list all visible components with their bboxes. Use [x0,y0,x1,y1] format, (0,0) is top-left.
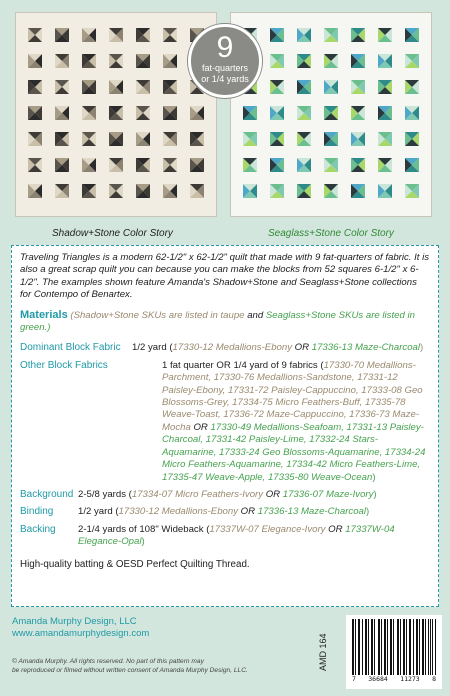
quilt-block [324,80,338,94]
quilt-block [270,158,284,172]
quilt-block [136,106,150,120]
quilt-block [82,132,96,146]
intro-text: Traveling Triangles is a modern 62-1/2" x 62-1/2" quilt that made with 9 fat-quarters of fabric. It is also a great scrap quilt you can because you can make the blocks from 52 squares 6-1/2" x 6-1/2". The examples shown feature Amanda's Shadow+Stone and Seaglass+Stone collections for Contempo of Benartex. [20,252,430,301]
quilt-block [378,184,392,198]
quilt-block [109,54,123,68]
materials-box [11,245,439,607]
quilt-block [190,184,204,198]
other-list-taupe: 17330-70 Medallions-Parchment, 17330-76 Medallions-Sandstone, 17331-12 Paisley-Ebony, 17331-72 Paisley-Cappuccino, 17333-08 Geo Blossoms-Grey, 17334-75 Micro Feathers-Buff, 17335-78 Weave-Toast, 17336-72 Maze-Cappuccino, 17336-73 Maze-Mocha [162,359,423,433]
quilt-block [270,28,284,42]
quilt-block [163,54,177,68]
quilt-block [28,54,42,68]
label-background: Background [20,488,74,500]
quilt-block [270,54,284,68]
row-background: Background 2-5/8 yards (17334-07 Micro Feathers-Ivory OR 17336-07 Maze-Ivory) [20,488,377,500]
quilt-block [324,132,338,146]
quilt-block [163,28,177,42]
quilt-block [28,28,42,42]
quilt-block [405,54,419,68]
quilt-block [297,54,311,68]
dominant-sku-taupe: 17330-12 Medallions-Ebony [172,342,292,354]
quilt-block [297,184,311,198]
quilt-block [28,106,42,120]
quilt-block [405,106,419,120]
quilt-block [297,132,311,146]
quilt-block [243,106,257,120]
quilt-block [324,54,338,68]
label-binding: Binding [20,506,54,518]
quilt-block [378,80,392,94]
quilt-block [351,184,365,198]
quilt-block [324,158,338,172]
quilt-block [405,28,419,42]
quilt-block [243,184,257,198]
materials-heading-line [20,309,430,335]
quilt-block [324,184,338,198]
quilt-block [28,132,42,146]
quilt-block [351,80,365,94]
designer-credit [12,616,149,640]
quilt-block [190,158,204,172]
shadow-stone-quilt-image [15,12,217,217]
quilt-block [163,80,177,94]
quilt-block [163,132,177,146]
other-list-green: 17330-49 Medallions-Seafoam, 17331-13 Paisley-Charcoal, 17331-42 Paisley-Lime, 17332-24 Stars-Aquamarine, 17333-24 Geo Blossoms-Aquamarine, 17334-24 Micro Feathers-Aquamarine, 17334-42 Micro Feathers-Lime, 17335-47 Weave-Apple, 17335-80 Weave-Ocean [162,421,426,483]
label-dominant: Dominant Block Fabric [20,342,121,354]
quilt-block [351,132,365,146]
quilt-block [163,158,177,172]
quilt-block [55,184,69,198]
materials-note-and: and [247,309,264,321]
quilt-block [55,132,69,146]
quilt-block [297,158,311,172]
fat-quarter-badge [188,24,262,98]
quilt-block [243,132,257,146]
label-other: Other Block Fabrics [20,359,108,371]
quilt-block [378,106,392,120]
quilt-block [136,132,150,146]
quilt-block [243,158,257,172]
badge-count: 9 [216,31,234,64]
barcode-bars [352,619,436,675]
quilt-block [136,28,150,42]
quilt-block [82,28,96,42]
dominant-sku-green: 17336-13 Maze-Charcoal [311,342,420,354]
quilt-block [82,158,96,172]
quilt-block [270,80,284,94]
row-dominant: Dominant Block Fabric 1/2 yard (17330-12 Medallions-Ebony OR 17336-13 Maze-Charcoal) [20,342,424,354]
quilt-block [136,184,150,198]
row-other: Other Block Fabrics 1 fat quarter OR 1/4 yard of 9 fabrics (17330-70 Medallions-Parchment, 17330-76 Medallions-Sandstone, 17331-12 Paisley-Ebony, 17331-72 Paisley-Cappuccino, 17333-08 Geo Blossoms-Grey, 17334-75 Micro Feathers-Buff, 17335-78 Weave-Toast, 17336-72 Maze-Cappuccino, 17336-73 Maze-Mocha OR 17330-49 Medallions-Seafoam, 17331-13 Paisley-Charcoal, 17331-42 Paisley-Lime, 17332-24 Stars-Aquamarine, 17333-24 Geo Blossoms-Aquamarine, 17334-24 Micro Feathers-Aquamarine, 17334-42 Micro Feathers-Lime, 17335-47 Weave-Apple, 17335-80 Weave-Ocean) [20,359,426,483]
batting-note: High-quality batting & OESD Perfect Quilting Thread. [20,558,250,570]
quilt-block [28,158,42,172]
quilt-block [109,184,123,198]
quilt-block [82,54,96,68]
quilt-block [163,106,177,120]
caption-seaglass-stone: Seaglass+Stone Color Story [268,228,394,239]
designer-url[interactable]: www.amandamurphydesign.com [12,628,150,639]
quilt-block [405,184,419,198]
quilt-block [82,80,96,94]
quilt-block [28,184,42,198]
row-binding: Binding 1/2 yard (17330-12 Medallions-Ebony OR 17336-13 Maze-Charcoal) [20,506,370,518]
quilt-block [55,106,69,120]
quilt-block [405,158,419,172]
barcode [346,615,442,689]
quilt-block [297,28,311,42]
designer-name: Amanda Murphy Design, LLC [12,616,137,627]
materials-note-green: Seaglass+Stone SKUs are listed in green.) [20,309,415,334]
quilt-block [28,80,42,94]
quilt-block [405,132,419,146]
barcode-number: 7 36684 11273 8 [352,675,436,683]
quilt-block [351,28,365,42]
materials-heading: Materials [20,308,68,321]
quilt-block [190,106,204,120]
caption-shadow-stone: Shadow+Stone Color Story [52,228,173,239]
quilt-block [55,158,69,172]
quilt-block [109,132,123,146]
quilt-block [270,184,284,198]
quilt-block [82,106,96,120]
quilt-block [270,132,284,146]
quilt-block [55,54,69,68]
badge-line2: or 1/4 yards [201,74,249,84]
quilt-block [270,106,284,120]
seaglass-stone-quilt-image [230,12,432,217]
materials-note-taupe: (Shadow+Stone SKUs are listed in taupe [70,309,245,321]
quilt-block [55,28,69,42]
quilt-block [324,106,338,120]
quilt-block [351,106,365,120]
label-backing: Backing [20,523,56,535]
quilt-block [405,80,419,94]
quilt-block [378,28,392,42]
quilt-block [82,184,96,198]
quilt-block [55,80,69,94]
quilt-block [297,106,311,120]
quilt-block [378,54,392,68]
badge-line1: fat-quarters [201,63,249,73]
row-backing: Backing 2-1/4 yards of 108" Wideback (17337W-07 Elegance-Ivory OR 17337W-04 Elegance-Opal) [20,523,395,548]
quilt-block [136,80,150,94]
quilt-block [109,158,123,172]
quilt-block [109,28,123,42]
quilt-block [378,158,392,172]
quilt-block [136,54,150,68]
quilt-block [136,158,150,172]
quilt-block [324,28,338,42]
quilt-block [378,132,392,146]
quilt-block [351,158,365,172]
quilt-block [163,184,177,198]
quilt-block [109,106,123,120]
pattern-sku: AMD 164 [318,633,328,671]
copyright-notice: © Amanda Murphy. All rights reserved. No part of this pattern may be reproduced or filmed without written consent of Amanda Murphy Design, LLC. [12,658,248,674]
quilt-block [109,80,123,94]
quilt-block [297,80,311,94]
quilt-block [351,54,365,68]
quilt-block [190,132,204,146]
